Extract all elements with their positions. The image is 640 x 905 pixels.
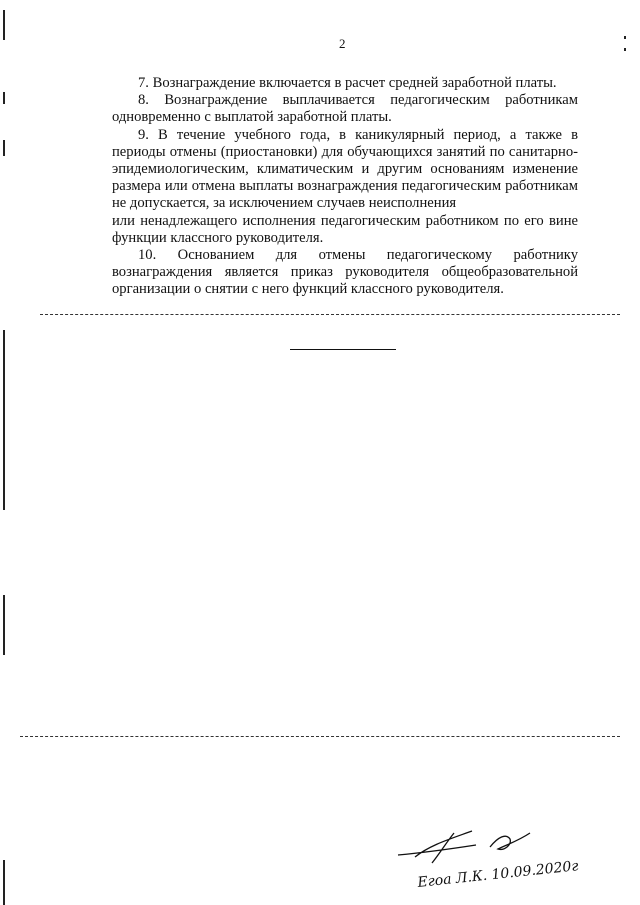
paragraph-9: 9. В течение учебного года, в каникулярный период, а также в периоды отмены (приостановки) для обучающихся занятий по санитарно-эпидемиологическим, климатическим и другим основаниям изменение размера или отмена выплаты вознаграждения педагогическим работникам не допускается, за исключением случаев неисполнения: [112, 126, 578, 212]
scan-edge-mark: [3, 10, 5, 40]
paragraph-7: 7. Вознаграждение включается в расчет средней заработной платы.: [138, 75, 557, 91]
document-body: [112, 75, 578, 299]
scan-edge-mark: [624, 48, 626, 51]
scan-edge-mark: [3, 595, 5, 655]
scan-edge-mark: [3, 330, 5, 510]
scan-edge-mark: [624, 36, 626, 39]
paragraph-10: 10. Основанием для отмены педагогическому работнику вознаграждения является приказ руководителя общеобразовательной организации о снятии с него функций классного руководителя.: [112, 247, 578, 298]
page-number: 2: [339, 36, 346, 51]
paragraph-8: 8. Вознаграждение выплачивается педагогическим работникам одновременно с выплатой заработной платы.: [112, 92, 578, 126]
paragraph-9-continued: или ненадлежащего исполнения педагогическим работником по его вине функции классного руководителя.: [112, 212, 578, 246]
scan-edge-mark: [3, 92, 5, 104]
closing-separator-line: [290, 349, 396, 350]
handwritten-signature: [380, 815, 620, 905]
scan-dashed-line: [20, 736, 620, 737]
scan-dashed-line: [40, 314, 620, 315]
scan-edge-mark: [3, 140, 5, 156]
signature-note: Егоа Л.К. 10.09.2020г: [416, 858, 580, 891]
scan-edge-mark: [3, 860, 5, 905]
